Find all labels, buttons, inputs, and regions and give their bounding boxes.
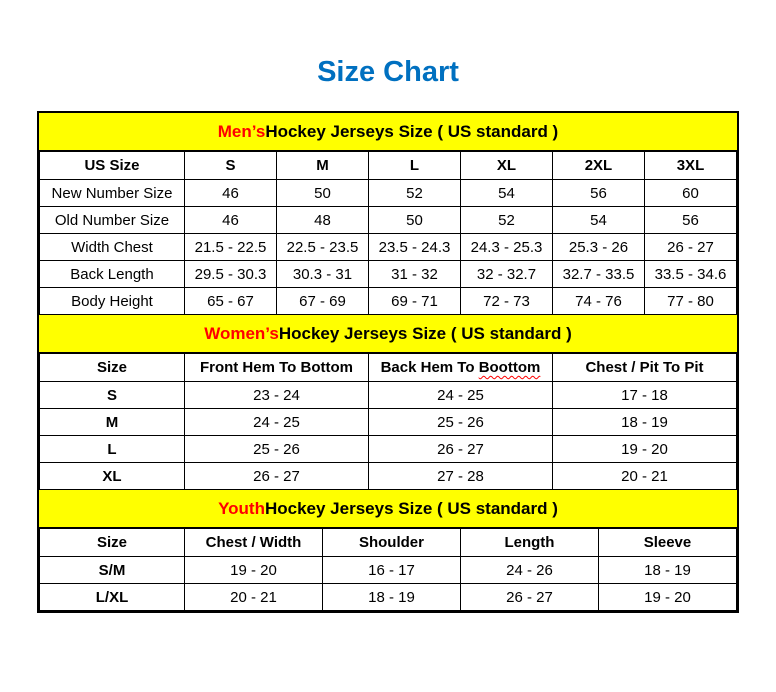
table-header-row — [40, 152, 737, 180]
value-cell: 26 - 27 — [644, 234, 736, 261]
column-header-cell: L — [368, 152, 460, 180]
table-row — [40, 409, 737, 436]
value-cell: 69 - 71 — [368, 288, 460, 315]
value-cell: 33.5 - 34.6 — [644, 261, 736, 288]
section-womens — [39, 315, 737, 490]
table-row — [40, 584, 737, 611]
value-cell: 16 - 17 — [322, 557, 460, 584]
value-cell: 50 — [276, 180, 368, 207]
column-header-cell: US Size — [40, 152, 185, 180]
value-cell: 20 - 21 — [552, 463, 736, 490]
table-row — [40, 463, 737, 490]
column-header-cell: XL — [460, 152, 552, 180]
value-cell: 23 - 24 — [184, 382, 368, 409]
row-label-cell: S — [40, 382, 185, 409]
row-label-cell: Body Height — [40, 288, 185, 315]
section-title-mens — [39, 113, 737, 151]
table-row — [40, 180, 737, 207]
table-row — [40, 234, 737, 261]
value-cell: 26 - 27 — [368, 436, 552, 463]
section-title-accent: Youth — [218, 498, 265, 518]
mens-size-table — [39, 151, 737, 315]
column-header-cell: S — [184, 152, 276, 180]
row-label-cell: L/XL — [40, 584, 185, 611]
value-cell: 32.7 - 33.5 — [552, 261, 644, 288]
value-cell: 56 — [644, 207, 736, 234]
section-title-youth — [39, 490, 737, 528]
row-label-cell: New Number Size — [40, 180, 185, 207]
row-label-cell: Width Chest — [40, 234, 185, 261]
section-mens — [39, 113, 737, 315]
value-cell: 48 — [276, 207, 368, 234]
value-cell: 31 - 32 — [368, 261, 460, 288]
table-row — [40, 261, 737, 288]
value-cell: 54 — [552, 207, 644, 234]
value-cell: 27 - 28 — [368, 463, 552, 490]
value-cell: 18 - 19 — [552, 409, 736, 436]
value-cell: 52 — [460, 207, 552, 234]
row-label-cell: L — [40, 436, 185, 463]
value-cell: 46 — [184, 207, 276, 234]
row-label-cell: Old Number Size — [40, 207, 185, 234]
section-title-rest: Hockey Jerseys Size ( US standard ) — [278, 323, 572, 343]
value-cell: 17 - 18 — [552, 382, 736, 409]
table-row — [40, 207, 737, 234]
table-header-row — [40, 529, 737, 557]
value-cell: 72 - 73 — [460, 288, 552, 315]
column-header-cell: Back Hem To Boottom — [368, 354, 552, 382]
size-chart — [37, 111, 739, 613]
value-cell: 74 - 76 — [552, 288, 644, 315]
table-row — [40, 436, 737, 463]
column-header-cell: Size — [40, 354, 185, 382]
column-header-cell: Shoulder — [322, 529, 460, 557]
value-cell: 29.5 - 30.3 — [184, 261, 276, 288]
value-cell: 54 — [460, 180, 552, 207]
section-youth — [39, 490, 737, 611]
row-label-cell: M — [40, 409, 185, 436]
value-cell: 18 - 19 — [322, 584, 460, 611]
value-cell: 19 - 20 — [598, 584, 736, 611]
value-cell: 26 - 27 — [184, 463, 368, 490]
value-cell: 56 — [552, 180, 644, 207]
table-row — [40, 288, 737, 315]
row-label-cell: XL — [40, 463, 185, 490]
womens-size-table — [39, 353, 737, 490]
column-header-cell: 3XL — [644, 152, 736, 180]
column-header-cell: Chest / Width — [184, 529, 322, 557]
value-cell: 26 - 27 — [460, 584, 598, 611]
value-cell: 60 — [644, 180, 736, 207]
value-cell: 30.3 - 31 — [276, 261, 368, 288]
value-cell: 18 - 19 — [598, 557, 736, 584]
table-row — [40, 557, 737, 584]
value-cell: 24 - 26 — [460, 557, 598, 584]
row-label-cell: S/M — [40, 557, 185, 584]
table-header-row — [40, 354, 737, 382]
value-cell: 25 - 26 — [184, 436, 368, 463]
value-cell: 24.3 - 25.3 — [460, 234, 552, 261]
column-header-cell: M — [276, 152, 368, 180]
value-cell: 50 — [368, 207, 460, 234]
value-cell: 19 - 20 — [184, 557, 322, 584]
value-cell: 23.5 - 24.3 — [368, 234, 460, 261]
value-cell: 20 - 21 — [184, 584, 322, 611]
value-cell: 46 — [184, 180, 276, 207]
section-title-womens — [39, 315, 737, 353]
value-cell: 22.5 - 23.5 — [276, 234, 368, 261]
column-header-cell: Length — [460, 529, 598, 557]
value-cell: 52 — [368, 180, 460, 207]
section-title-accent: Women’s — [204, 323, 279, 343]
value-cell: 65 - 67 — [184, 288, 276, 315]
youth-size-table — [39, 528, 737, 611]
row-label-cell: Back Length — [40, 261, 185, 288]
value-cell: 19 - 20 — [552, 436, 736, 463]
misspelled-word: Boottom — [478, 359, 541, 376]
column-header-cell: Front Hem To Bottom — [184, 354, 368, 382]
value-cell: 25.3 - 26 — [552, 234, 644, 261]
value-cell: 32 - 32.7 — [460, 261, 552, 288]
section-title-rest: Hockey Jerseys Size ( US standard ) — [265, 121, 559, 141]
value-cell: 25 - 26 — [368, 409, 552, 436]
page-title: Size Chart — [317, 56, 459, 88]
column-header-cell: Size — [40, 529, 185, 557]
column-header-cell: 2XL — [552, 152, 644, 180]
value-cell: 21.5 - 22.5 — [184, 234, 276, 261]
value-cell: 24 - 25 — [368, 382, 552, 409]
column-header-cell: Sleeve — [598, 529, 736, 557]
section-title-rest: Hockey Jerseys Size ( US standard ) — [264, 498, 558, 518]
value-cell: 77 - 80 — [644, 288, 736, 315]
section-title-accent: Men’s — [217, 121, 266, 141]
value-cell: 67 - 69 — [276, 288, 368, 315]
table-row — [40, 382, 737, 409]
column-header-cell: Chest / Pit To Pit — [552, 354, 736, 382]
value-cell: 24 - 25 — [184, 409, 368, 436]
